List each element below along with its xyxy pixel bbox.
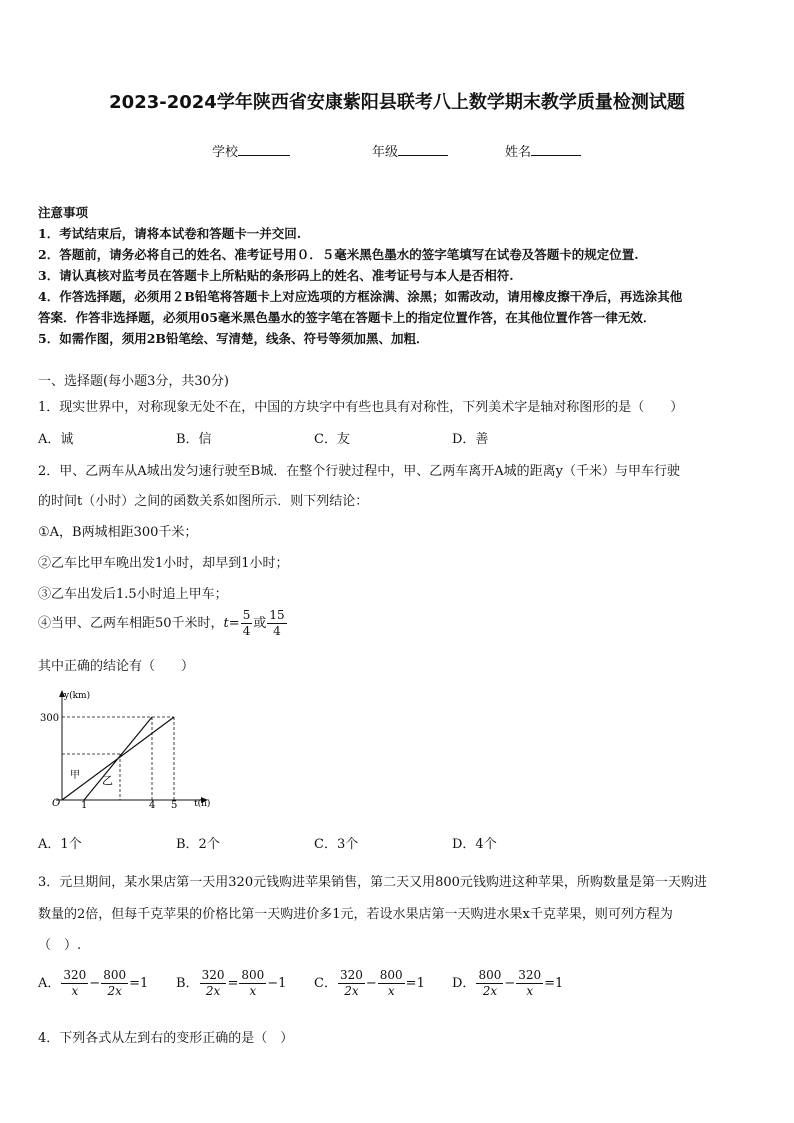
option-label: A． [38,976,61,991]
fraction [516,968,543,999]
operator: = [227,976,239,991]
school-blank[interactable] [238,142,290,156]
numerator: 320 [339,968,363,982]
denominator: 2x [344,984,359,998]
name-label: 姓名 [505,145,532,160]
page-title: 2023-2024学年陕西省安康紫阳县联考八上数学期末教学质量检测试题 [109,92,685,113]
denominator: x [526,984,534,998]
q4-stem: 4．下列各式从左到右的变形正确的是（ ） [38,1031,294,1046]
x-tick-1: 1 [81,800,88,811]
fraction [239,968,266,999]
y-tick-300: 300 [40,713,60,724]
denominator: 2x [482,984,498,998]
q2-c4-or: 或 [253,616,267,631]
fraction [267,608,286,639]
x-tick-5: 5 [171,800,178,811]
fraction [476,968,503,999]
operator: − [365,976,377,991]
grade-field [372,141,448,160]
y-axis-label: y(km) [64,691,91,701]
denominator: x [249,984,257,998]
rhs: =1 [129,976,149,991]
section-heading: 一、选择题(每小题3分，共30分) [38,374,229,389]
origin-label: O [52,798,61,809]
denominator: 4 [273,624,281,638]
q3-option-a[interactable] [38,968,148,999]
q2-option-c[interactable]: C．3个 [314,837,359,852]
notice-heading: 注意事项 [38,205,89,220]
q2-c4-text: ④当甲、乙两车相距50千米时， [38,616,224,631]
q2-conclusion-4 [38,608,288,639]
q2-line2: 的时间t（小时）之间的函数关系如图所示．则下列结论： [38,494,369,509]
q2-conclusion-1: ①A，B两城相距300千米； [38,525,198,540]
q3-line1: 3．元旦期间，某水果店第一天用320元钱购进苹果销售，第二天又用800元钱购进这种苹果，所购数量是第一天购进 [38,875,707,890]
name-blank[interactable] [531,142,581,156]
q2-option-a[interactable]: A．1个 [38,837,82,852]
numerator: 320 [63,968,87,982]
q1-option-a[interactable]: A．诚 [38,432,74,447]
q2-conclusion-3: ③乙车出发后1.5小时追上甲车； [38,587,228,602]
rhs: =1 [405,976,425,991]
numerator: 800 [478,968,502,982]
name-field [505,141,581,160]
numerator: 800 [379,968,403,982]
q3-line3: （ ）. [38,938,82,953]
q2-ask: 其中正确的结论有（ ） [38,659,195,674]
rhs: =1 [544,976,564,991]
numerator: 15 [269,608,285,622]
option-label: C． [314,976,337,991]
q2-c4-var: t [223,616,229,631]
q3-option-b[interactable] [176,968,286,999]
denominator: 2x [107,984,122,998]
notice-item: 3．请认真核对监考员在答题卡上所粘贴的条形码上的姓名、准考证号与本人是否相符. [38,268,514,283]
q3-option-c[interactable] [314,968,425,999]
option-label: B． [176,976,199,991]
fraction [101,968,128,999]
fraction [241,608,253,639]
operator: − [89,976,101,991]
numerator: 320 [518,968,542,982]
school-field [212,141,290,160]
notice-item: 1．考试结束后，请将本试卷和答题卡一并交回. [38,226,302,241]
operator: − [504,976,516,991]
option-label: D． [452,976,476,991]
x-axis-label: t(h) [194,799,211,809]
notice-item: 5．如需作图，须用2B铅笔绘、写清楚，线条、符号等须加黑、加粗． [38,331,429,346]
q2-c4-eq: = [228,616,240,631]
numerator: 5 [242,608,251,622]
q1-option-c[interactable]: C．友 [314,432,350,447]
q2-option-d[interactable]: D．4个 [452,837,497,852]
q1-option-d[interactable]: D．善 [452,432,489,447]
numerator: 800 [103,968,127,982]
q2-line1: 2．甲、乙两车从A城出发匀速行驶至B城．在整个行驶过程中，甲、乙两车离开A城的距离y（千米）与甲车行驶 [38,464,680,479]
notice-item: 答案．作答非选择题，必须用05毫米黑色墨水的签字笔在答题卡上的指定位置作答，在其他位置作答一律无效． [38,310,656,325]
q1-stem: 1．现实世界中，对称现象无处不在，中国的方块字中有些也具有对称性，下列美术字是轴对称图形的是（ ） [38,400,684,415]
fraction [338,968,365,999]
denominator: x [71,984,79,998]
school-label: 学校 [212,145,239,160]
rhs: −1 [267,976,287,991]
notice-item: 4．作答选择题，必须用２B铅笔将答题卡上对应选项的方框涂满、涂黑；如需改动，请用橡皮擦干净后，再选涂其他 [38,289,683,304]
denominator: 2x [205,984,221,998]
x-tick-4: 4 [149,800,156,811]
numerator: 320 [201,968,225,982]
fraction [61,968,88,999]
fraction [378,968,405,999]
fraction [200,968,227,999]
notice-item: 2．答题前，请务必将自己的姓名、准考证号用０．５毫米黑色墨水的签字笔填写在试卷及答题卡的规定位置. [38,247,639,262]
q2-conclusion-2: ②乙车比甲车晚出发1小时，却早到1小时； [38,556,289,571]
q3-option-d[interactable] [452,968,563,999]
denominator: 4 [242,624,251,638]
line-yi [84,717,152,800]
denominator: x [387,984,395,998]
q1-option-b[interactable]: B．信 [176,432,212,447]
grade-blank[interactable] [398,142,448,156]
label-yi: 乙 [102,774,113,787]
q3-line2: 数量的2倍，但每千克苹果的价格比第一天购进价多1元，若设水果店第一天购进水果x千克苹果，则可列方程为 [38,907,673,922]
q2-option-b[interactable]: B．2个 [176,837,220,852]
label-jia: 甲 [70,770,80,781]
grade-label: 年级 [372,145,399,160]
distance-time-graph [36,688,216,813]
numerator: 800 [241,968,265,982]
